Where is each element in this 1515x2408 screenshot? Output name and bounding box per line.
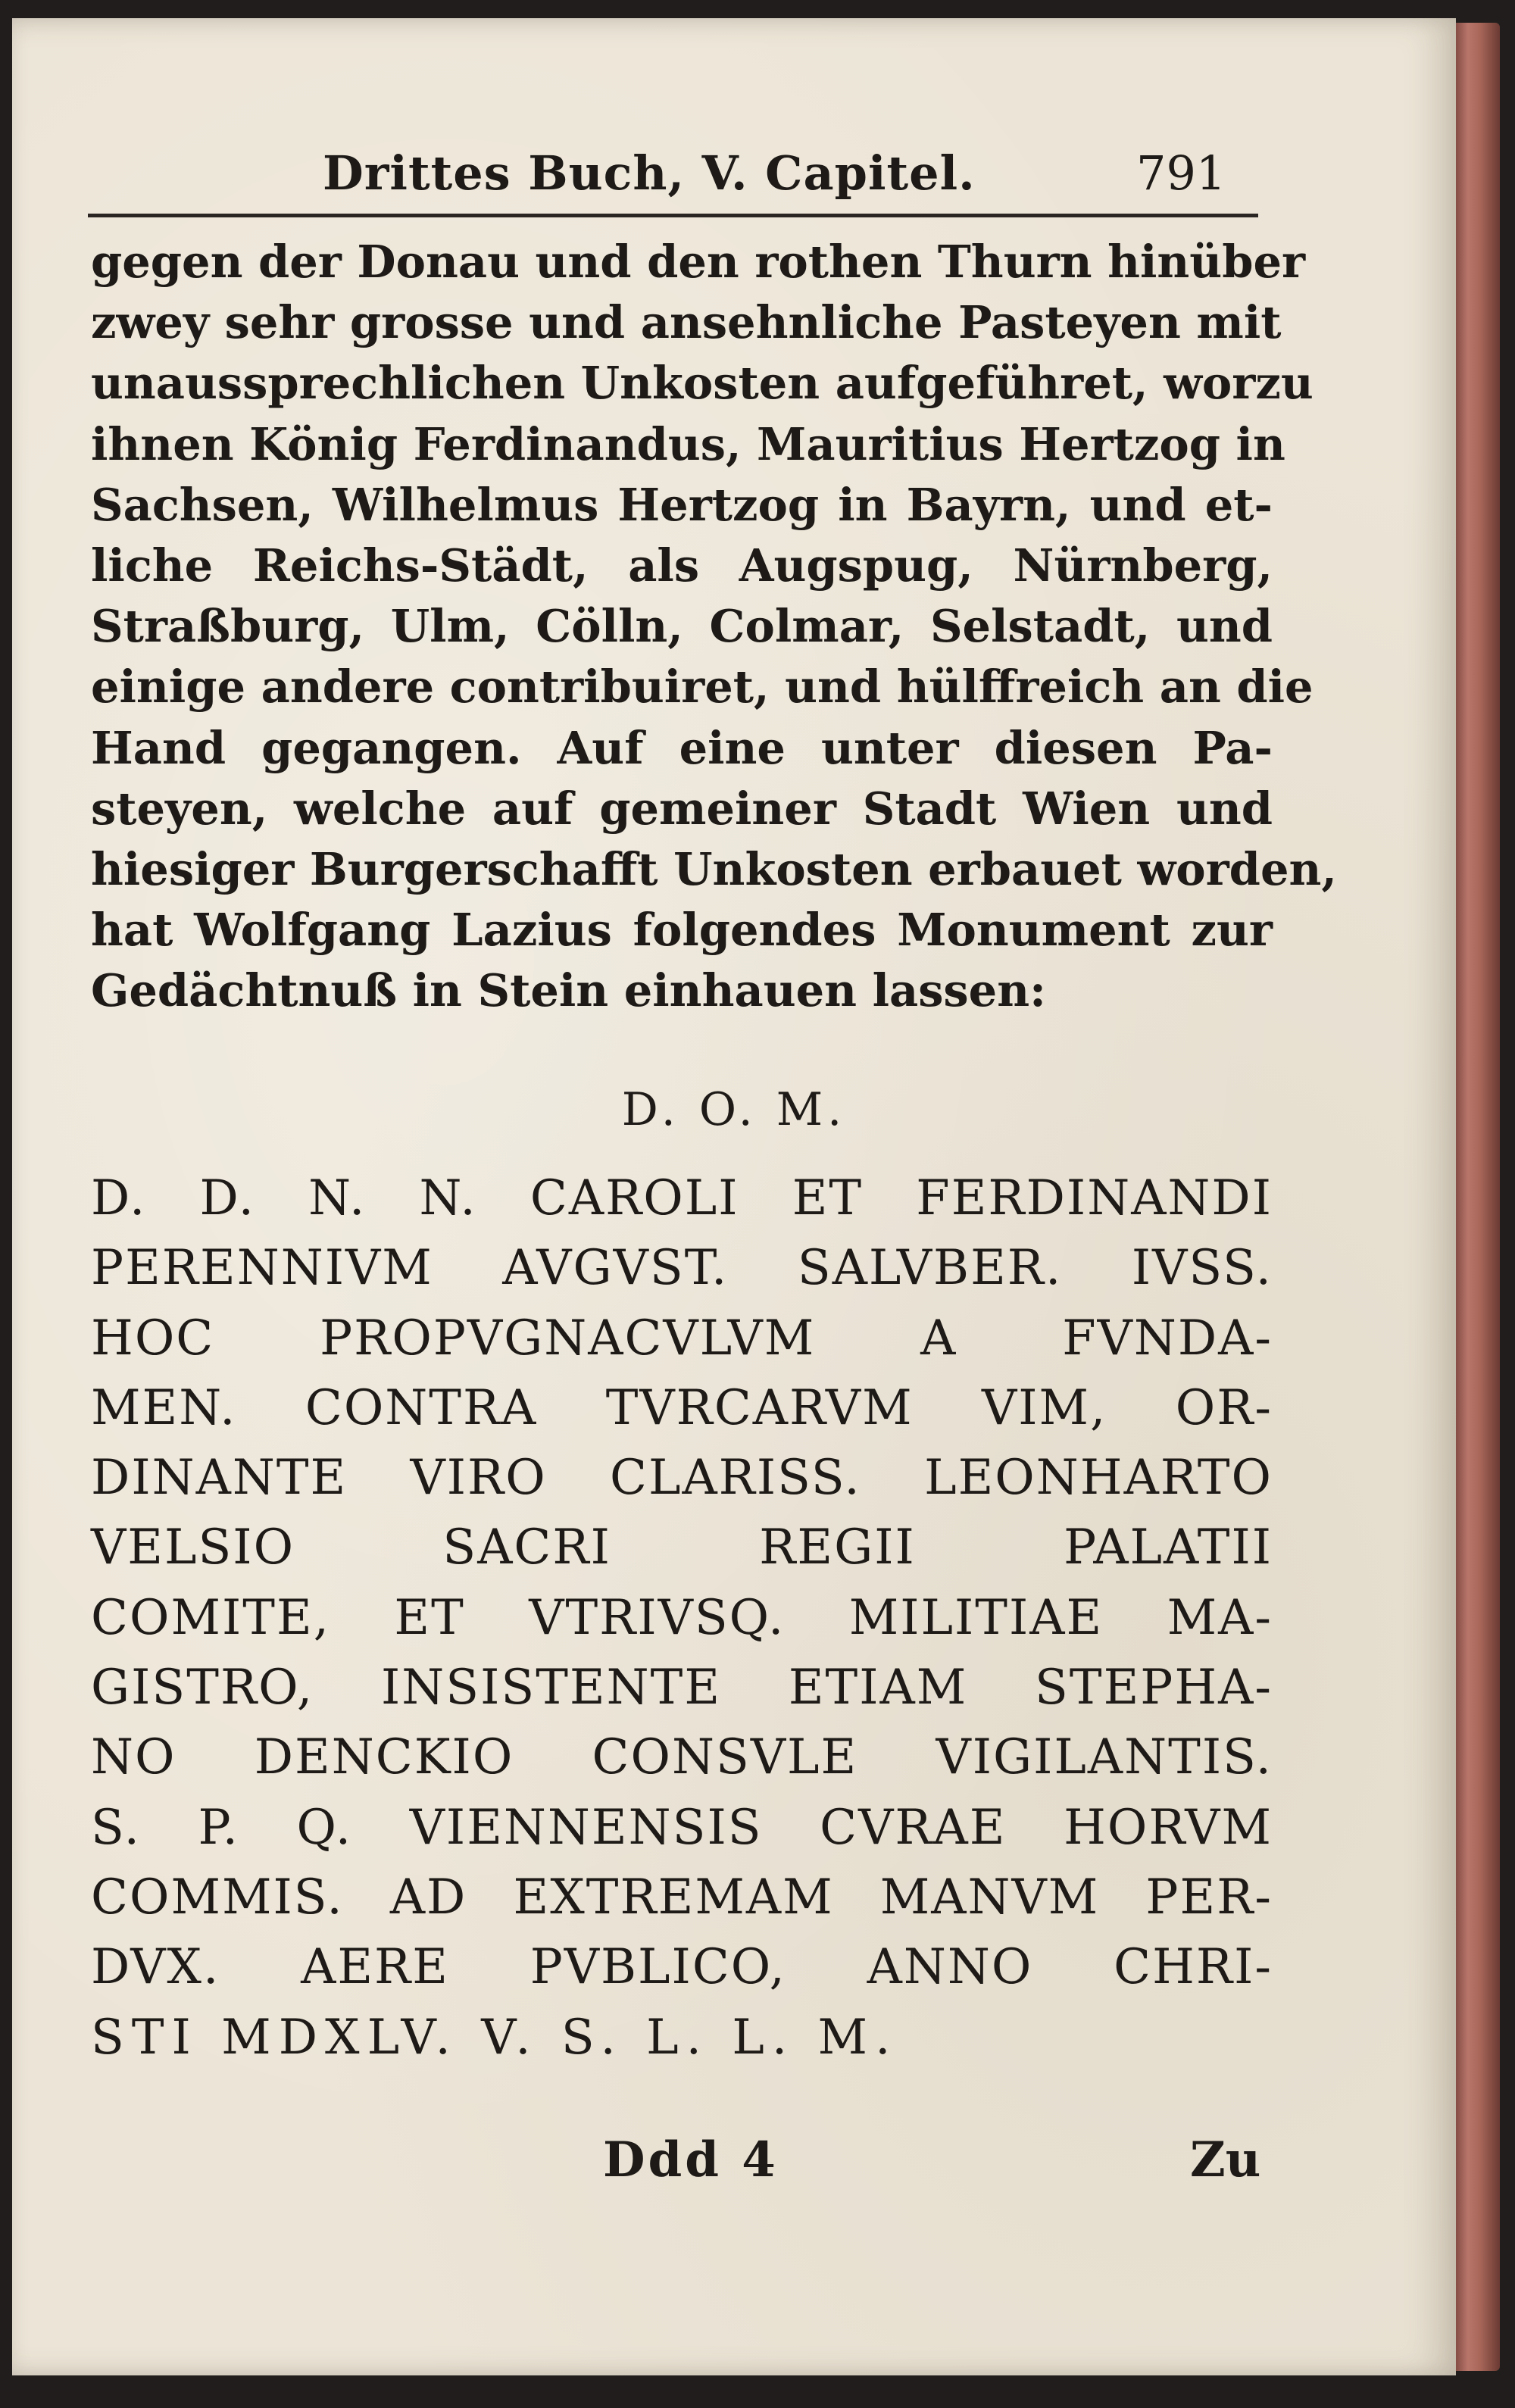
inscription-line: MEN. CONTRA TVRCARVM VIM, OR- (91, 1379, 1273, 1436)
body-line: ihnen König Ferdinandus, Mauritius Hertzog in (91, 417, 1285, 470)
inscription-line: D. D. N. N. CAROLI ET FERDINANDI (91, 1170, 1273, 1226)
catchword: Zu (1190, 2132, 1261, 2188)
inscription-line: HOC PROPVGNACVLVM A FVNDA- (91, 1310, 1273, 1366)
book-page (12, 18, 1456, 2375)
body-line: gegen der Donau und den rothen Thurn hinüber (91, 236, 1306, 288)
inscription-line: DVX. AERE PVBLICO, ANNO CHRI- (91, 1939, 1273, 1996)
body-line: unaussprechlichen Unkosten aufgeführet, worzu (91, 357, 1314, 410)
body-line: steyen, welche auf gemeiner Stadt Wien und (91, 782, 1273, 835)
body-line: zwey sehr grosse und ansehnliche Pasteyen mit (91, 296, 1282, 349)
body-line: liche Reichs-Städt, als Augspug, Nürnberg, (91, 539, 1273, 592)
body-line: Sachsen, Wilhelmus Hertzog in Bayrn, und et- (91, 478, 1273, 531)
inscription-line: COMITE, ET VTRIVSQ. MILITIAE MA- (91, 1589, 1273, 1646)
inscription-line: S. P. Q. VIENNENSIS CVRAE HORVM (91, 1799, 1273, 1856)
inscription-text (91, 1163, 1273, 2072)
page-edge (1451, 23, 1500, 2371)
inscription-line: STI MDXLV. V. S. L. L. M. (91, 2009, 898, 2066)
inscription-line: COMMIS. AD EXTREMAM MANVM PER- (91, 1869, 1273, 1925)
body-line: einige andere contribuiret, und hülffreich an die (91, 661, 1314, 714)
inscription-line: DINANTE VIRO CLARISS. LEONHARTO (91, 1450, 1273, 1507)
header-rule (88, 214, 1258, 217)
body-line: Gedächtnuß in Stein einhauen lassen: (91, 964, 1046, 1017)
inscription-line: GISTRO, INSISTENTE ETIAM STEPHA- (91, 1660, 1273, 1716)
page-number: 791 (1136, 145, 1226, 201)
body-line: hat Wolfgang Lazius folgendes Monument zur (91, 904, 1273, 957)
running-head: Drittes Buch, V. Capitel. (323, 145, 976, 201)
body-text (91, 232, 1337, 1021)
body-line: hiesiger Burgerschafft Unkosten erbauet worden, (91, 842, 1337, 895)
inscription-line: PERENNIVM AVGVST. SALVBER. IVSS. (91, 1240, 1273, 1297)
body-line: Straßburg, Ulm, Cölln, Colmar, Selstadt, und (91, 600, 1273, 653)
signature-mark: Ddd 4 (603, 2132, 779, 2188)
inscription-heading: D. O. M. (621, 1083, 847, 1136)
body-line: Hand gegangen. Auf eine unter diesen Pa- (91, 721, 1273, 774)
inscription-line: NO DENCKIO CONSVLE VIGILANTIS. (91, 1729, 1273, 1786)
inscription-line: VELSIO SACRI REGII PALATII (91, 1519, 1273, 1576)
